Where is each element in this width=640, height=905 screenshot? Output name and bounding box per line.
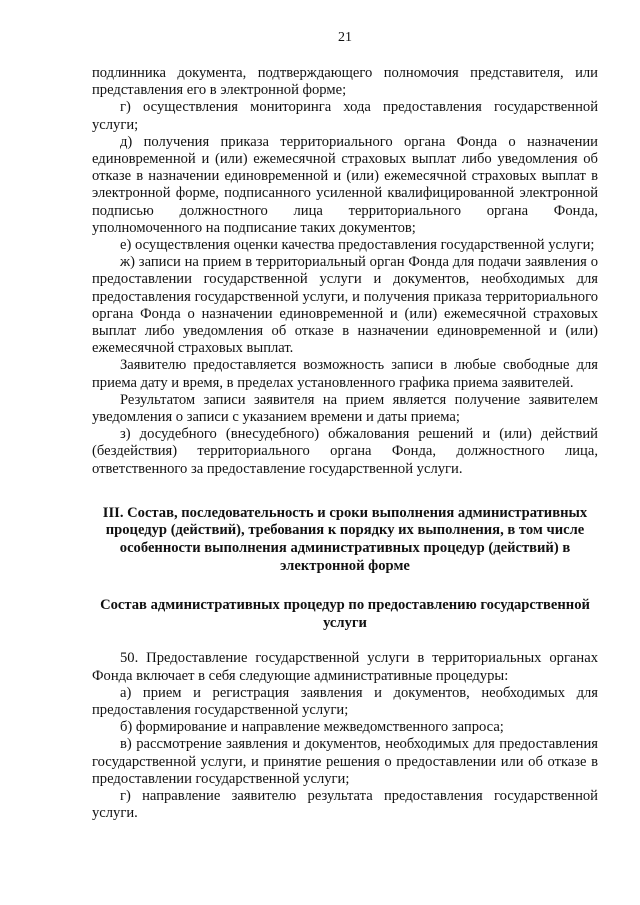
paragraph: Результатом записи заявителя на прием является получение заявителем уведомления о записи с указанием времени и даты приема; (92, 391, 598, 426)
paragraph: б) формирование и направление межведомственного запроса; (120, 719, 504, 736)
paragraph: подлинника документа, подтверждающего полномочия представителя, или представления его в электронной форме; (92, 65, 598, 99)
paragraph: Заявителю предоставляется возможность записи в любые свободные для приема дату и время, в пределах установленного графика приема заявителей. (92, 357, 598, 391)
paragraph: д) получения приказа территориального органа Фонда о назначении единовременной и (или) ежемесячной страховых выплат либо уведомления об отказе в назначении единовременной и (или) ежемесячной страховых выплат в электронной форме, подписанного усиленной квалифицированной электронной подписью должностного лица территориального органа Фонда, уполномоченного на подписание таких документов; (92, 133, 598, 236)
page-number: 21 (338, 30, 352, 45)
sub-heading: Состав административных процедур по предоставлению государственной услуги (100, 597, 590, 631)
paragraph: а) прием и регистрация заявления и документов, необходимых для предоставления государственной услуги; (92, 684, 598, 719)
paragraph: з) досудебного (внесудебного) обжалования решений и (или) действий (бездействия) территориального органа Фонда, должностного лица, ответственного за предоставление государственной услуги. (92, 426, 598, 477)
paragraph: е) осуществления оценки качества предоставления государственной услуги; (120, 237, 595, 254)
paragraph: ж) записи на прием в территориальный орган Фонда для подачи заявления о предоставлении государственной услуги и документов, необходимых для предоставления государственной услуги, и получения приказа территориального органа Фонда о назначении единовременной и (или) ежемесячной страховых выплат либо уведомления об отказе в назначении единовременной и (или) ежемесячной страховых выплат. (92, 254, 598, 357)
body-top (92, 65, 598, 478)
paragraph: г) осуществления мониторинга хода предоставления государственной услуги; (92, 99, 598, 133)
section-heading: III. Состав, последовательность и сроки выполнения административных процедур (действий), требования к порядку их выполнения, в том числе особенности выполнения административных процедур (действий) в электронной форме (102, 504, 588, 574)
paragraph: 50. Предоставление государственной услуги в территориальных органах Фонда включает в себя следующие административные процедуры: (92, 650, 598, 684)
paragraph: г) направление заявителю результата предоставления государственной услуги. (92, 788, 598, 822)
paragraph: в) рассмотрение заявления и документов, необходимых для предоставления государственной услуги, и принятие решения о предоставлении или об отказе в предоставлении государственной услуги; (92, 736, 598, 787)
body-bottom (92, 650, 598, 822)
